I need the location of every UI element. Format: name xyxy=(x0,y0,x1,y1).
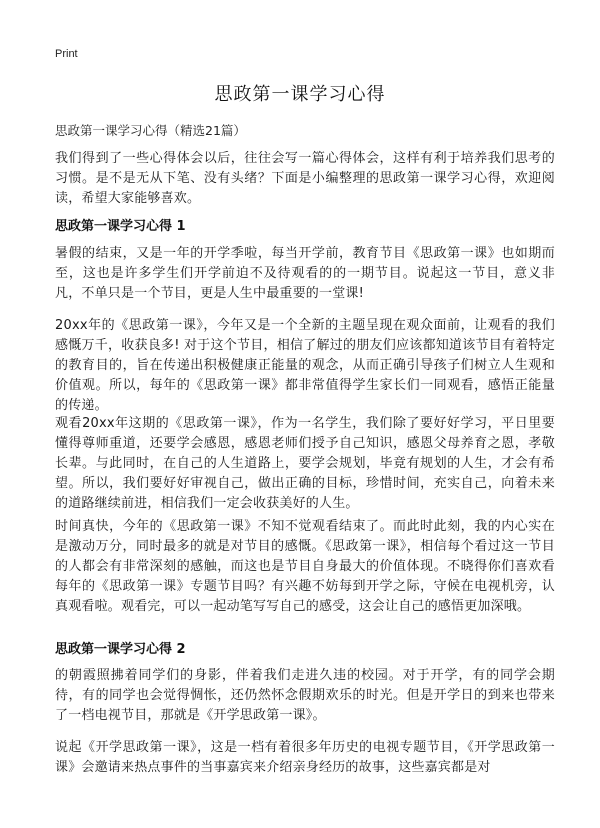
section-1-paragraph-4: 时间真快，今年的《思政第一课》不知不觉观看结束了。而此时此刻，我的内心实在是激动万分，同时最多的就是对节目的感慨。《思政第一课》，相信每个看过这一节目的人都会有非常深刻的感触，而这也是节目自身最大的价值体现。不晓得你们喜欢看每年的《思政第一课》专题节目吗？有兴趣不妨每到开学之际，守候在电视机旁，认真观看啦。观看完，可以一起动笔写写自己的感受，这会让自己的感悟更加深哦。 xyxy=(55,519,555,614)
section-1-paragraph-3: 观看20xx年这期的《思政第一课》，作为一名学生，我们除了要好好学习，平日里要懂得尊师重道，还要学会感恩，感恩老师们授予自己知识，感恩父母养育之恩，孝敬长辈。与此同时，在自己的人生道路上，要学会规划，毕竟有规划的人生，才会有希望。所以，我们要好好审视自己，做出正确的目标，珍惜时间，充实自己，向着未来的道路继续前进，相信我们一定会收获美好的人生。 xyxy=(55,416,555,511)
section-2-paragraph-1: 的朝霞照拂着同学们的身影，伴着我们走进久违的校园。对于开学，有的同学会期待，有的同学也会觉得惆怅，还仍然怀念假期欢乐的时光。但是开学日的到来也带来了一档电视节目，那就是《开学思政第一课》。 xyxy=(55,668,555,723)
print-link[interactable]: Print xyxy=(55,48,78,60)
section-2-paragraph-2: 说起《开学思政第一课》，这是一档有着很多年历史的电视专题节目，《开学思政第一课》会邀请来热点事件的当事嘉宾来介绍亲身经历的故事，这些嘉宾都是对 xyxy=(55,740,555,775)
section-heading-2: 思政第一课学习心得 2 xyxy=(55,642,186,657)
intro-paragraph: 我们得到了一些心得体会以后，往往会写一篇心得体会，这样有利于培养我们思考的习惯。是不是无从下笔、没有头绪？下面是小编整理的思政第一课学习心得，欢迎阅读，希望大家能够喜欢。 xyxy=(55,151,555,206)
section-1-paragraph-2: 20xx年的《思政第一课》，今年又是一个全新的主题呈现在观众面前，让观看的我们感慨万千，收获良多! 对于这个节目，相信了解过的朋友们应该都知道该节目有着特定的教育目的，旨在传递出积极健康正能量的观念，从而正确引导孩子们树立人生观和价值观。所以，每年的《思政第一课》都非常值得学生家长们一同观看，感悟正能量的传递。 xyxy=(55,318,555,413)
subtitle: 思政第一课学习心得（精选21篇） xyxy=(55,123,246,138)
section-1-paragraph-1: 暑假的结束，又是一年的开学季啦，每当开学前，教育节目《思政第一课》也如期而至，这也是许多学生们开学前迫不及待观看的的一期节目。说起这一节目，意义非凡，不单只是一个节目，更是人生中最重要的一堂课! xyxy=(55,246,555,301)
page-title: 思政第一课学习心得 xyxy=(214,84,386,105)
section-heading-1: 思政第一课学习心得 1 xyxy=(55,219,186,234)
